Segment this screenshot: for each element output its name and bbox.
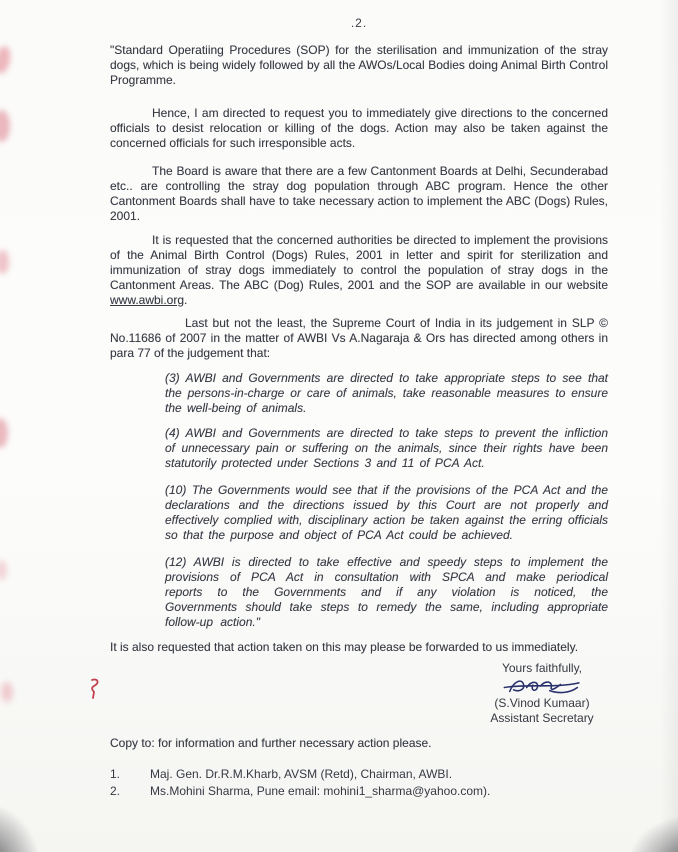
page-number: .2.: [350, 16, 368, 30]
pink-scan-smudge: [0, 560, 7, 580]
copy-to-heading: Copy to: for information and further necessary action please.: [110, 736, 432, 750]
valediction: Yours faithfully,: [501, 661, 583, 675]
copy-to-item-number: 2.: [110, 784, 121, 798]
judgement-quote-3: (3) AWBI and Governments are directed to take appropriate steps to see that the persons-in-charge or care of animals, take reasonable measures to ensure the well-being of animals.: [165, 371, 608, 415]
paragraph-supreme-court: Last but not the least, the Supreme Court of India in its judgement in SLP © No.11686 of 2007 in the matter of AWBI Vs A.Nagaraja & Ors has directed among others in para 77 of the judgement that:: [110, 316, 608, 360]
paragraph-sop: "Standard Operatiing Procedures (SOP) for the sterilisation and immunization of the stray dogs, which is being widely followed by all the AWOs/Local Bodies doing Animal Birth Control Programme.: [110, 43, 608, 87]
pink-scan-smudge: [0, 110, 10, 142]
awbi-website-link[interactable]: www.awbi.org: [110, 293, 185, 307]
judgement-quote-12: (12) AWBI is directed to take effective and speedy steps to implement the provisions of PCA Act in consultation with SPCA and make periodical reports to the Governments and if any violation is noticed, the Governments should take steps to remedy the same, including appropriate follow-up action.": [165, 555, 608, 629]
copy-to-item-text: Maj. Gen. Dr.R.M.Kharb, AVSM (Retd), Chairman, AWBI.: [150, 767, 453, 781]
pink-scan-smudge: [1, 682, 13, 702]
pink-scan-smudge: [0, 418, 8, 448]
paragraph-abc-rules-text: It is requested that the concerned authorities be directed to implement the provisions of the Animal Birth Control (Dogs) Rules, 2001 in letter and spirit for sterilization and immunization of stray dogs immediately to control the population of stray dogs in the Cantonment Areas. The ABC (Dog) Rules, 2001 and the SOP are available in our website: [110, 233, 608, 292]
paragraph-abc-rules-period: .: [184, 293, 188, 307]
copy-to-item: [110, 767, 608, 782]
signature-scribble: [490, 676, 594, 696]
paragraph-action-taken: It is also requested that action taken on this may please be forwarded to us immediately.: [110, 640, 579, 654]
paragraph-cantonment-boards: The Board is aware that there are a few Cantonment Boards at Delhi, Secunderabad etc.. are controlling the stray dog population through ABC program. Hence the other Cantonment Boards shall have to take necessary action to implement the ABC (Dogs) Rules, 2001.: [110, 164, 608, 223]
paragraph-abc-rules: [110, 233, 608, 308]
copy-to-item: [110, 784, 608, 799]
paragraph-hence-directed: Hence, I am directed to request you to immediately give directions to the concerned officials to desist relocation or killing of the dogs. Action may also be taken against the concerned officials for such irresponsible acts.: [110, 106, 608, 150]
red-pen-mark: [88, 678, 102, 700]
signatory-name: (S.Vinod Kumaar): [494, 696, 590, 710]
signature-block: [476, 661, 608, 726]
scan-shadow-bottom-left: [0, 802, 42, 852]
copy-to-item-number: 1.: [110, 767, 121, 781]
judgement-quote-4: (4) AWBI and Governments are directed to take steps to prevent the infliction of unnecessary pain or suffering on the animals, since their rights have been statutorily protected under Sections 3 and 11 of PCA Act.: [165, 426, 608, 470]
scan-shadow-bottom-right: [626, 814, 678, 852]
copy-to-item-text: Ms.Mohini Sharma, Pune email: mohini1_sharma@yahoo.com).: [150, 784, 491, 798]
judgement-quote-10: (10) The Governments would see that if the provisions of the PCA Act and the declarations and the directions issued by this Court are not properly and effectively complied with, disciplinary action be taken against the erring officials so that the purpose and object of PCA Act could be achieved.: [165, 483, 608, 542]
signatory-title: Assistant Secretary: [490, 711, 594, 725]
pink-scan-smudge: [0, 250, 9, 274]
letter-body: [110, 16, 608, 799]
pink-scan-smudge: [0, 45, 13, 76]
